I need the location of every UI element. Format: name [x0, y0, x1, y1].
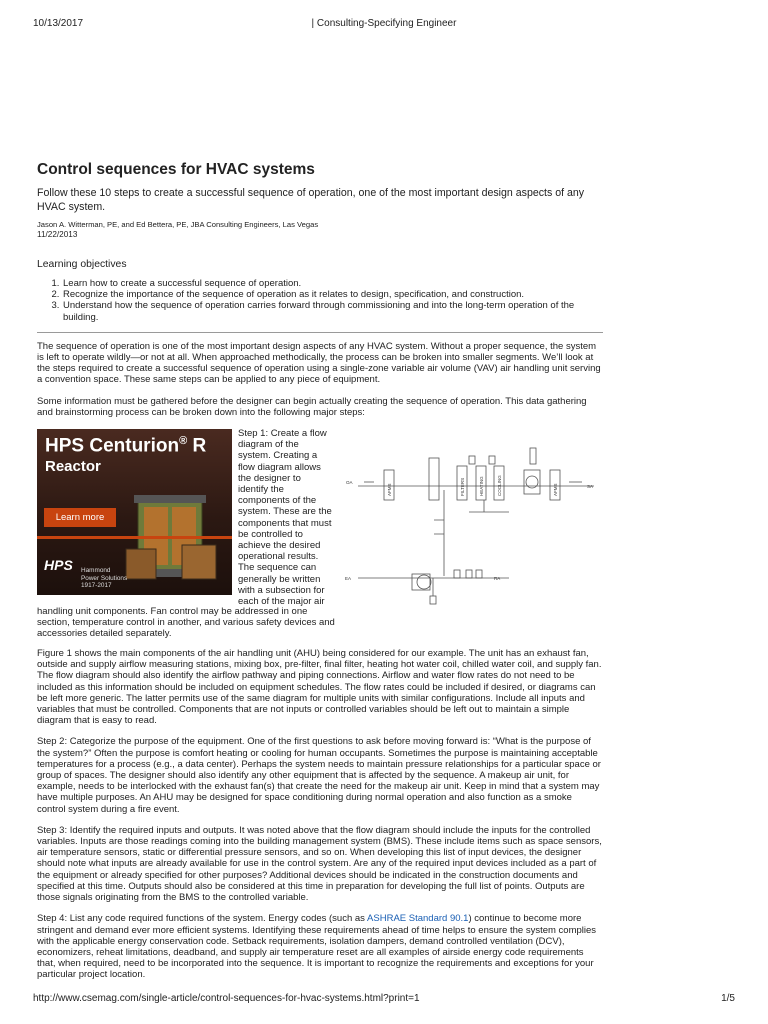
learning-objectives-list: [37, 278, 603, 323]
section-divider: [37, 332, 603, 333]
page-number: 1/5: [721, 993, 735, 1004]
print-page-title: | Consulting-Specifying Engineer: [311, 18, 457, 29]
figure-label-afms: AFMS: [553, 483, 558, 497]
print-footer: [33, 993, 735, 1007]
figure-label-cooling: COOLING: [497, 475, 502, 497]
ad-learn-more-button[interactable]: Learn more: [44, 508, 116, 527]
reactor-product-image: [122, 489, 222, 589]
ad-subtitle: Reactor: [45, 458, 101, 476]
article: [37, 160, 603, 981]
print-date: 10/13/2017: [33, 18, 84, 29]
figure-label-sa: SA: [587, 484, 594, 490]
figure-label-filters: FILTERS: [460, 477, 465, 497]
figure-label-heating: HEATING: [479, 476, 484, 497]
figure-label-ra: RA: [494, 576, 501, 582]
body-paragraph-figure1: Figure 1 shows the main components of the air handling unit (AHU) being considered for our example. The unit has an exhaust fan, outside and supply airflow measuring stations, mixing box, pre-filter, final filter, heating hot water coil, chilled water coil, and supply fan. The flow diagram should also identify the airflow pathway and piping connections. Airflow and water flow rates do not need to be included as this information should be included on equipment schedules. The flow rates could be included if desired, or diagrams can be left more generic. The latter permits use of the same diagram for multiple units with similar configurations. Include all inputs and variables that must be controlled. Components that are not inputs or controlled variables should be left out to maintain a simple diagram that is easy to read.: [37, 648, 602, 727]
body-paragraph-step4: Step 4: List any code required functions of the system. Energy codes (such as ASHRAE Standard 90.1) continue to become more stringent and demand ever more efficient systems. Identifying these requirements ahead of time helps to ensure the system complies with the applicable energy conservation code. Setback requirements, isolation dampers, demand controlled ventilation (DCV), economizers, reheat limitations, deadband, and supply air temperature reset are all examples of airside energy code requirements that, when required, need to be incorporated into the sequence. It is important to recognize the requirements and exceptions for your particular project location.: [37, 913, 597, 981]
ad-logo: HPS: [44, 557, 73, 574]
list-item: 3. Understand how the sequence of operation carries forward through commissioning and into the long-term operation of the building.: [62, 300, 603, 322]
ad-accent-stripe: [37, 536, 232, 539]
body-paragraph-step1: Step 1: Create a flow diagram of the system. Creating a flow diagram allows the designer to identify the components of the system. These are the components that must be controlled to achieve the desired operational results. The sequence can generally be written with a subsection for each of the major air: [238, 428, 332, 608]
figure-label-oa: OA: [346, 480, 353, 486]
article-summary: Follow these 10 steps to create a successful sequence of operation, one of the most important design aspects of any HVAC system.: [37, 187, 585, 213]
print-header: [33, 18, 735, 32]
body-paragraph-steps-intro: Some information must be gathered before the designer can begin actually creating the sequence of operation. This data gathering and brainstorming process can be broken down into the following major steps:: [37, 395, 587, 418]
ashrae-standard-link[interactable]: ASHRAE Standard 90.1: [367, 913, 469, 925]
ad-and-figure-block: [37, 428, 603, 638]
list-item: 2. Recognize the importance of the sequence of operation as it relates to design, specification, and construction.: [62, 289, 603, 300]
body-paragraph-step3: Step 3: Identify the required inputs and outputs. It was noted above that the flow diagram should include the inputs for the controlled variables. Inputs are those readings coming into the building management system (BMS). These include items such as space sensors, air temperature sensors, static or differential pressure sensors, and so on. When developing this list of input devices, the designer should note what inputs are already available for use in the control system. Are any of the required input devices included as a part of the equipment or already specified for other purposes? Additional devices should be indicated in the construction documents and specified at this time. Outputs should also be considered at this time in preparation for developing the full list of points. Outputs are those signals originating from the BMS to the controlled variable.: [37, 824, 602, 904]
learning-objectives-heading: Learning objectives: [37, 259, 127, 270]
step1-continued: [37, 606, 337, 640]
article-byline: Jason A. Witterman, PE, and Ed Bettera, PE, JBA Consulting Engineers, Las Vegas: [37, 220, 319, 229]
ad-manufacturer: Hammond Power Solutions 1917-2017: [81, 567, 128, 590]
step1-wrapped-text: [238, 428, 333, 607]
article-date: 11/22/2013: [37, 230, 78, 239]
print-url: http://www.csemag.com/single-article/control-sequences-for-hvac-systems.html?print=1: [33, 993, 420, 1004]
ad-title: HPS Centurion® R: [45, 435, 207, 457]
body-paragraph-step2: Step 2: Categorize the purpose of the equipment. One of the first questions to ask before moving forward is: “What is the purpose of the system?” Often the purpose is comfort heating or cooling for human occupants. Sometimes the purpose is maintaining acceptable temperatures for a process (e.g., a data center). Perhaps the system needs to maintain pressure relationships for a particular space or group of spaces. The designer should also identify any other equipment that is affected by the sequence. A makeup air unit, for example, needs to be interlocked with the exhaust fan(s) that create the need for the makeup air unit. Keep in mind that a system may have multiple purposes. An AHU may be designed for space conditioning during normal operation and also function as a smoke control system during a fire event.: [37, 736, 601, 815]
body-paragraph-intro: The sequence of operation is one of the most important design aspects of any HVAC system. Without a proper sequence, the system is left to operate wildly—or not at all. When approached methodically, the process can be broken into smaller segments. We’ll look at the steps required to create a successful sequence of operation using a single-zone variable air volume (VAV) air handling unit serving a convention space. These same steps can be applied to any piece of equipment.: [37, 340, 601, 386]
body-paragraph-step1-continued: handling unit components. Fan control may be addressed in one section, temperature control in another, and various safety devices and accessories detailed separately.: [37, 606, 335, 640]
list-item: 1. Learn how to create a successful sequence of operation.: [62, 278, 603, 289]
figure-label-afms: AFMS: [387, 483, 392, 497]
figure-label-ea: EA: [345, 576, 352, 582]
article-title: Control sequences for HVAC systems: [37, 161, 315, 178]
figure-ahu-flow-diagram: [344, 438, 604, 610]
advertisement-banner[interactable]: [37, 429, 232, 595]
